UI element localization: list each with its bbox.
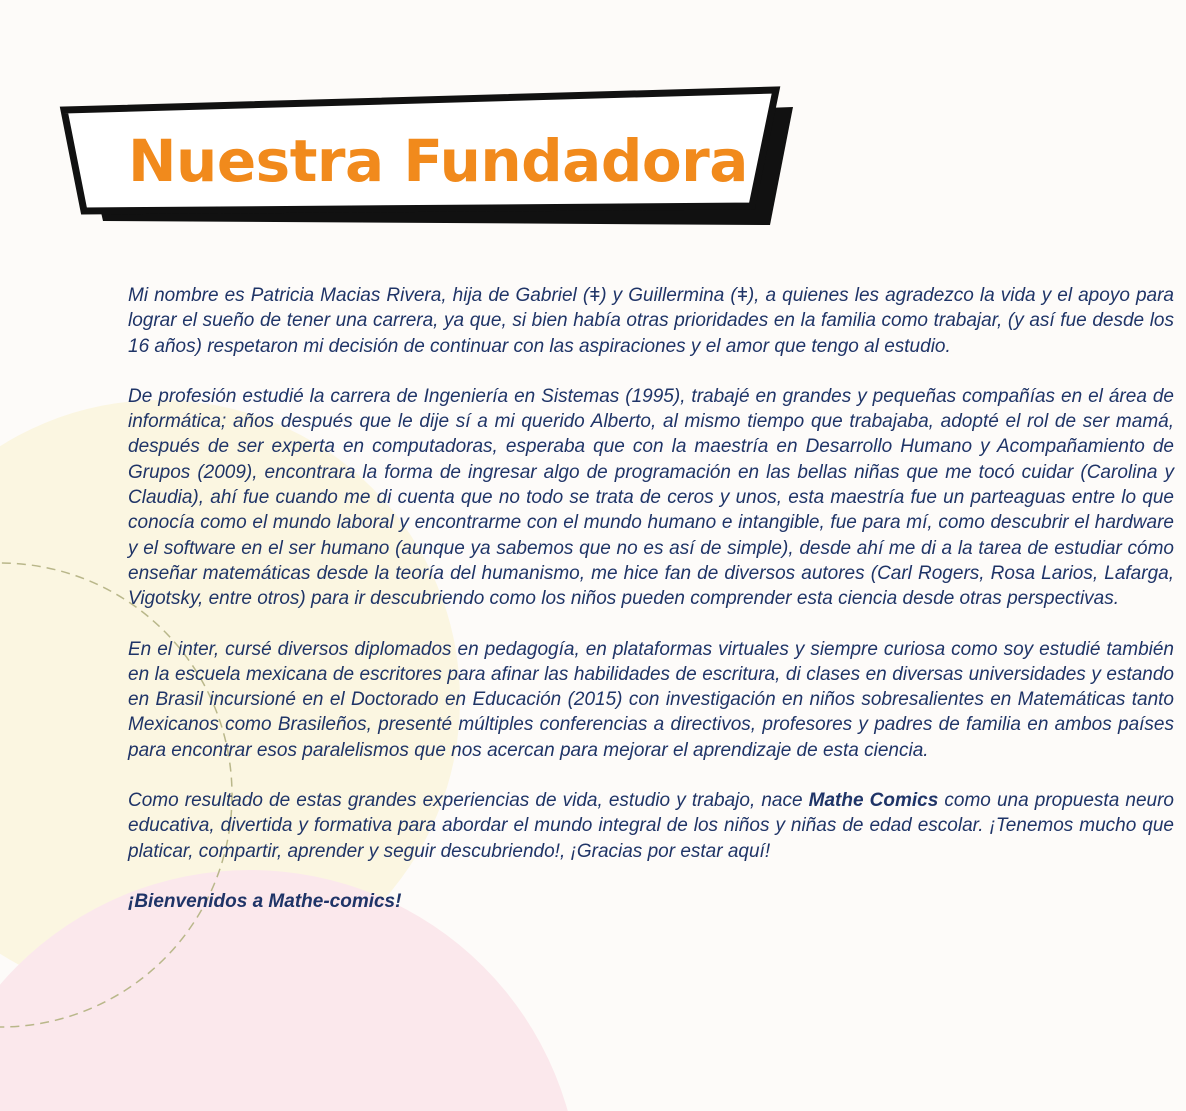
brand-name: Mathe Comics [808,790,939,812]
result-text-before: Como resultado de estas grandes experiencias de vida, estudio y trabajo, nace [128,790,809,812]
bio-paragraph-intro: Mi nombre es Patricia Macias Rivera, hija de Gabriel (ǂ) y Guillermina (ǂ), a quienes les agradezco la vida y el apoyo para lograr el sueño de tener una carrera, ya que, si bien había otras prioridades en la familia como trabajar, (y así fue desde los 16 años) respetaron mi decisión de continuar con las aspiraciones y el amor que tengo al estudio. [128,285,1174,357]
bio-paragraph-education: En el inter, cursé diversos diplomados en pedagogía, en plataformas virtuales y siempre curiosa como soy estudié también en la escuela mexicana de escritores para afinar las habilidades de escritura, di clases en diversas universidades y estando en Brasil incursioné en el Doctorado en Educación (2015) con investigación en niños sobresalientes en Matemáticas tanto Mexicanos como Brasileños, presenté múltiples conferencias a directivos, profesores y padres de familia en ambos países para encontrar esos paralelismos que nos acercan para mejorar el aprendizaje de esta ciencia. [128,638,1174,761]
bio-paragraph-result [128,788,1174,864]
closing-text: ¡Bienvenidos a Mathe-comics! [128,890,402,912]
founder-bio [128,283,1174,939]
closing-line [128,889,1174,914]
result-text-after: como una propuesta neuro educativa, divertida y formativa para abordar el mundo integral de los niños y niñas de edad escolar. ¡Tenemos mucho que platicar, compartir, aprender y seguir descubriendo!, ¡Gracias por estar aquí! [128,790,1174,862]
page-title: Nuestra Fundadora [128,127,748,195]
bio-paragraph-career: De profesión estudié la carrera de Ingeniería en Sistemas (1995), trabajé en grandes y pequeñas compañías en el área de informática; años después que le dije sí a mi querido Alberto, al mismo tiempo que trabajaba, adopté el rol de ser mamá, después de ser experta en computadoras, esperaba que con la maestría en Desarrollo Humano y Acompañamiento de Grupos (2009), encontrara la forma de ingresar algo de programación en las bellas niñas que me tocó cuidar (Carolina y Claudia), ahí fue cuando me di cuenta que no todo se trata de ceros y unos, esta maestría fue un parteaguas entre lo que conocía como el mundo laboral y encontrarme con el mundo humano e intangible, fue para mí, como descubrir el hardware y el software en el ser humano (aunque ya sabemos que no es así de simple), desde ahí me di a la tarea de estudiar cómo enseñar matemáticas desde la teoría del humanismo, me hice fan de diversos autores (Carl Rogers, Rosa Larios, Lafarga, Vigotsky, entre otros) para ir descubriendo como los niños pueden comprender esta ciencia desde otras perspectivas. [128,385,1174,610]
